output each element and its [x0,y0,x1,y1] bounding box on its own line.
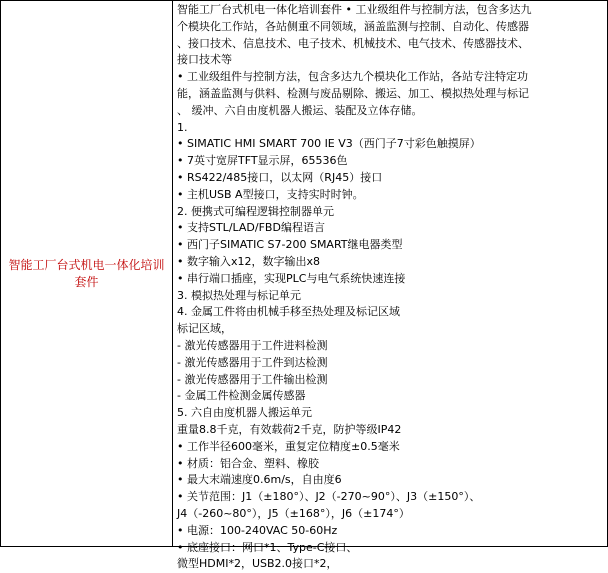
product-name-cell: 智能工厂台式机电一体化培训套件 [1,1,173,546]
description-line: • 7英寸宽屏TFT显示屏，65536色 [177,154,348,168]
description-line: • 西门子SIMATIC S7-200 SMART继电器类型 [177,238,403,252]
description-line: 智能工厂台式机电一体化培训套件 • 工业级组件与控制方法，包含多达九 [177,3,532,16]
description-line: • 材质：铝合金、塑料、橡胶 [177,456,319,470]
description-line: • 工业级组件与控制方法，包含多达九个模块化工作站，各站专注特定功 [177,70,528,84]
description-line: - 激光传感器用于工件输出检测 [177,372,328,386]
description-line: • 数字输入x12，数字输出x8 [177,254,320,268]
description-line: • 支持STL/LAD/FBD编程语言 [177,221,325,235]
description-line: 3. 模拟热处理与标记单元 [177,288,301,302]
description-line: 标记区域， [177,322,232,336]
description-line: • 底座接口：网口*1、Type-C接口、 [177,540,358,554]
description-line: 、 缓冲、六自由度机器人搬运、装配及立体存储。 [177,103,423,117]
description-line: 能，涵盖监测与供料、检测与废品剔除、搬运、加工、模拟热处理与标记 [177,86,529,100]
description-line: - 金属工件检测金属传感器 [177,389,306,403]
description-line: 微型HDMI*2，USB2.0接口*2， [177,557,338,571]
description-line: 个模块化工作站，各站侧重不同领域，涵盖监测与控制、自动化、传感器 [177,19,529,33]
description-line: 2. 便携式可编程逻辑控制器单元 [177,204,334,218]
description-line: • 电源：100-240VAC 50-60Hz [177,523,338,537]
description-line: • 最大末端速度0.6m/s，自由度6 [177,473,342,487]
description-line: 1. [177,120,188,134]
description-line: • 工作半径600毫米，重复定位精度±0.5毫米 [177,439,400,453]
description-line: - 激光传感器用于工件进料检测 [177,338,328,352]
description-line: • RS422/485接口，以太网（RJ45）接口 [177,170,383,184]
description-line: 接口技术等 [177,53,232,67]
description-line: • 串行端口插座，实现PLC与电气系统快速连接 [177,271,406,285]
description-line: • SIMATIC HMI SMART 700 IE V3（西门子7寸彩色触摸屏） [177,137,481,151]
description-line: 、接口技术、信息技术、电子技术、机械技术、电气技术、传感器技术、 [177,36,529,50]
description-line: • 主机USB A型接口，支持实时时钟。 [177,187,364,201]
description-line: - 激光传感器用于工件到达检测 [177,355,328,369]
description-cell [173,1,607,571]
description-line: 重量8.8千克，有效载荷2千克，防护等级IP42 [177,422,402,436]
description-line: • 关节范围：J1（±180°）、J2（-270~90°）、J3（±150°）、 [177,490,481,504]
description-line: J4（-260~80°），J5（±168°），J6（±174°） [177,506,410,520]
description-line: 5. 六自由度机器人搬运单元 [177,406,312,420]
description-line: 4. 金属工件将由机械手移至热处理及标记区域 [177,305,400,319]
